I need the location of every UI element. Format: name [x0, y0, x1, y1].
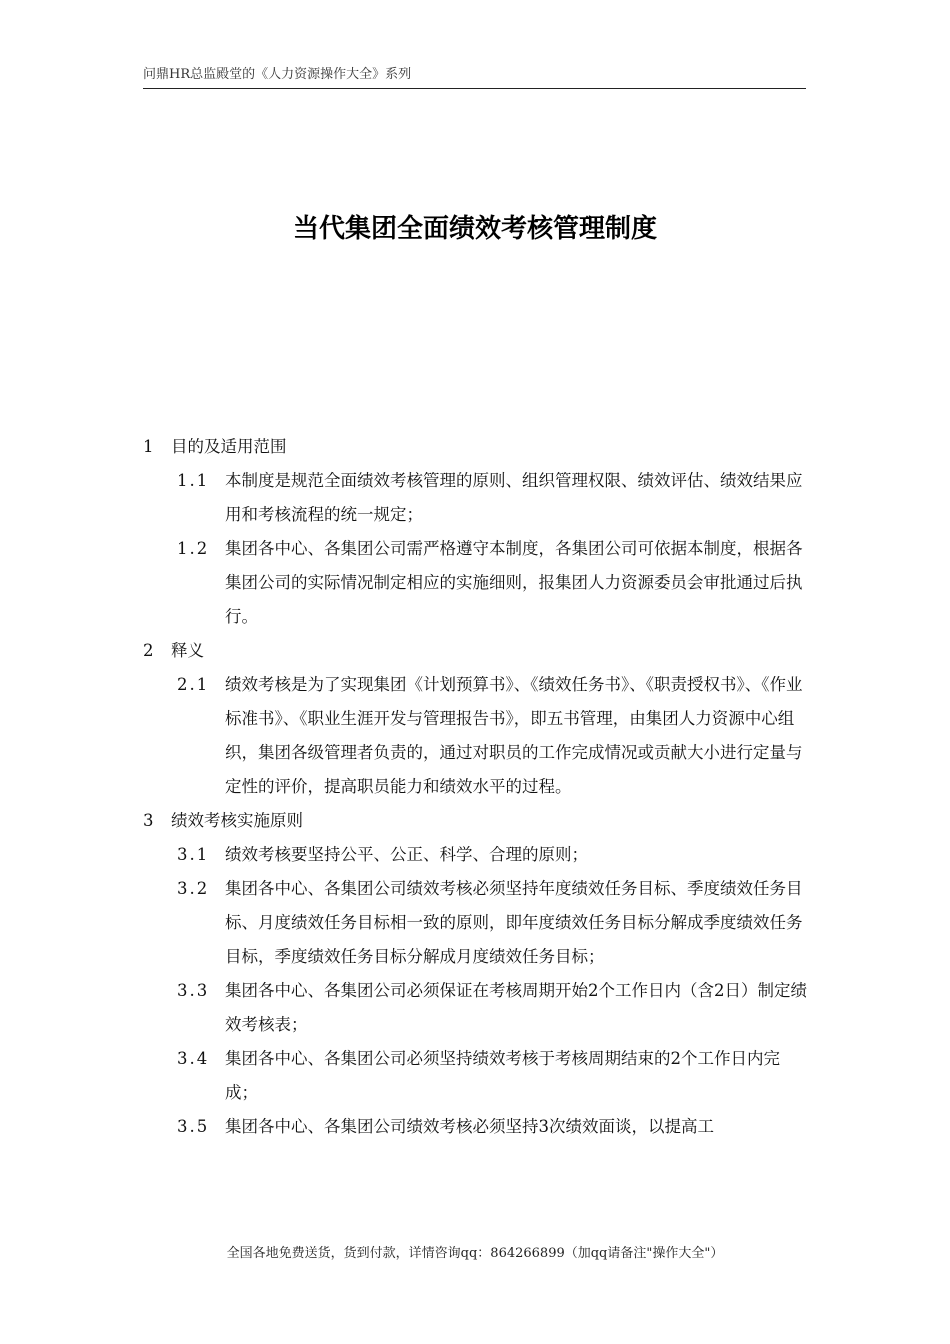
page-footer: [0, 1244, 950, 1264]
section-heading: [143, 634, 808, 668]
clause-text: 本制度是规范全面绩效考核管理的原则、组织管理权限、绩效评估、绩效结果应用和考核流程的统一规定；: [225, 471, 803, 524]
section-number: 1: [143, 437, 154, 456]
clause-text: 集团各中心、各集团公司需严格遵守本制度，各集团公司可依据本制度，根据各集团公司的实际情况制定相应的实施细则，报集团人力资源委员会审批通过后执行。: [225, 539, 803, 626]
clause-number: 3.2: [177, 879, 210, 898]
clause-text: 集团各中心、各集团公司绩效考核必须坚持年度绩效任务目标、季度绩效任务目标、月度绩效任务目标相一致的原则，即年度绩效任务目标分解成季度绩效任务目标，季度绩效任务目标分解成月度绩效任务目标；: [225, 879, 803, 966]
clause-text: 绩效考核要坚持公平、公正、科学、合理的原则；: [225, 845, 588, 864]
clause-text: 集团各中心、各集团公司必须保证在考核周期开始2个工作日内（含2日）制定绩效考核表；: [225, 981, 807, 1034]
clause: [143, 974, 808, 1042]
clause-text: 集团各中心、各集团公司绩效考核必须坚持3次绩效面谈，以提高工: [225, 1117, 714, 1136]
clause: [143, 668, 808, 804]
document-body: [143, 430, 808, 1144]
clause: [143, 1110, 808, 1144]
header-text: 问鼎HR总监殿堂的《人力资源操作大全》系列: [143, 67, 412, 82]
clause-number: 1.1: [177, 471, 210, 490]
clause-number: 1.2: [177, 539, 210, 558]
clause-number: 3.4: [177, 1049, 210, 1068]
clause: [143, 838, 808, 872]
section-title: 释义: [171, 641, 204, 660]
clause-number: 3.5: [177, 1117, 210, 1136]
page-header: [143, 66, 806, 89]
section-heading: [143, 804, 808, 838]
clause-text: 绩效考核是为了实现集团《计划预算书》、《绩效任务书》、《职责授权书》、《作业标准书》、《职业生涯开发与管理报告书》，即五书管理，由集团人力资源中心组织，集团各级管理者负责的，通过对职员的工作完成情况或贡献大小进行定量与定性的评价，提高职员能力和绩效水平的过程。: [225, 675, 803, 796]
clause: [143, 464, 808, 532]
clause-number: 3.3: [177, 981, 210, 1000]
clause-number: 3.1: [177, 845, 210, 864]
section-heading: [143, 430, 808, 464]
section-title: 目的及适用范围: [171, 437, 287, 456]
section-title: 绩效考核实施原则: [171, 811, 303, 830]
clause: [143, 1042, 808, 1110]
clause: [143, 532, 808, 634]
document-title: 当代集团全面绩效考核管理制度: [292, 214, 657, 244]
clause: [143, 872, 808, 974]
clause-number: 2.1: [177, 675, 210, 694]
footer-text: 全国各地免费送货，货到付款，详情咨询qq：864266899（加qq请备注"操作大全"）: [226, 1246, 724, 1261]
section-number: 2: [143, 641, 154, 660]
clause-text: 集团各中心、各集团公司必须坚持绩效考核于考核周期结束的2个工作日内完成；: [225, 1049, 780, 1102]
section-number: 3: [143, 811, 154, 830]
